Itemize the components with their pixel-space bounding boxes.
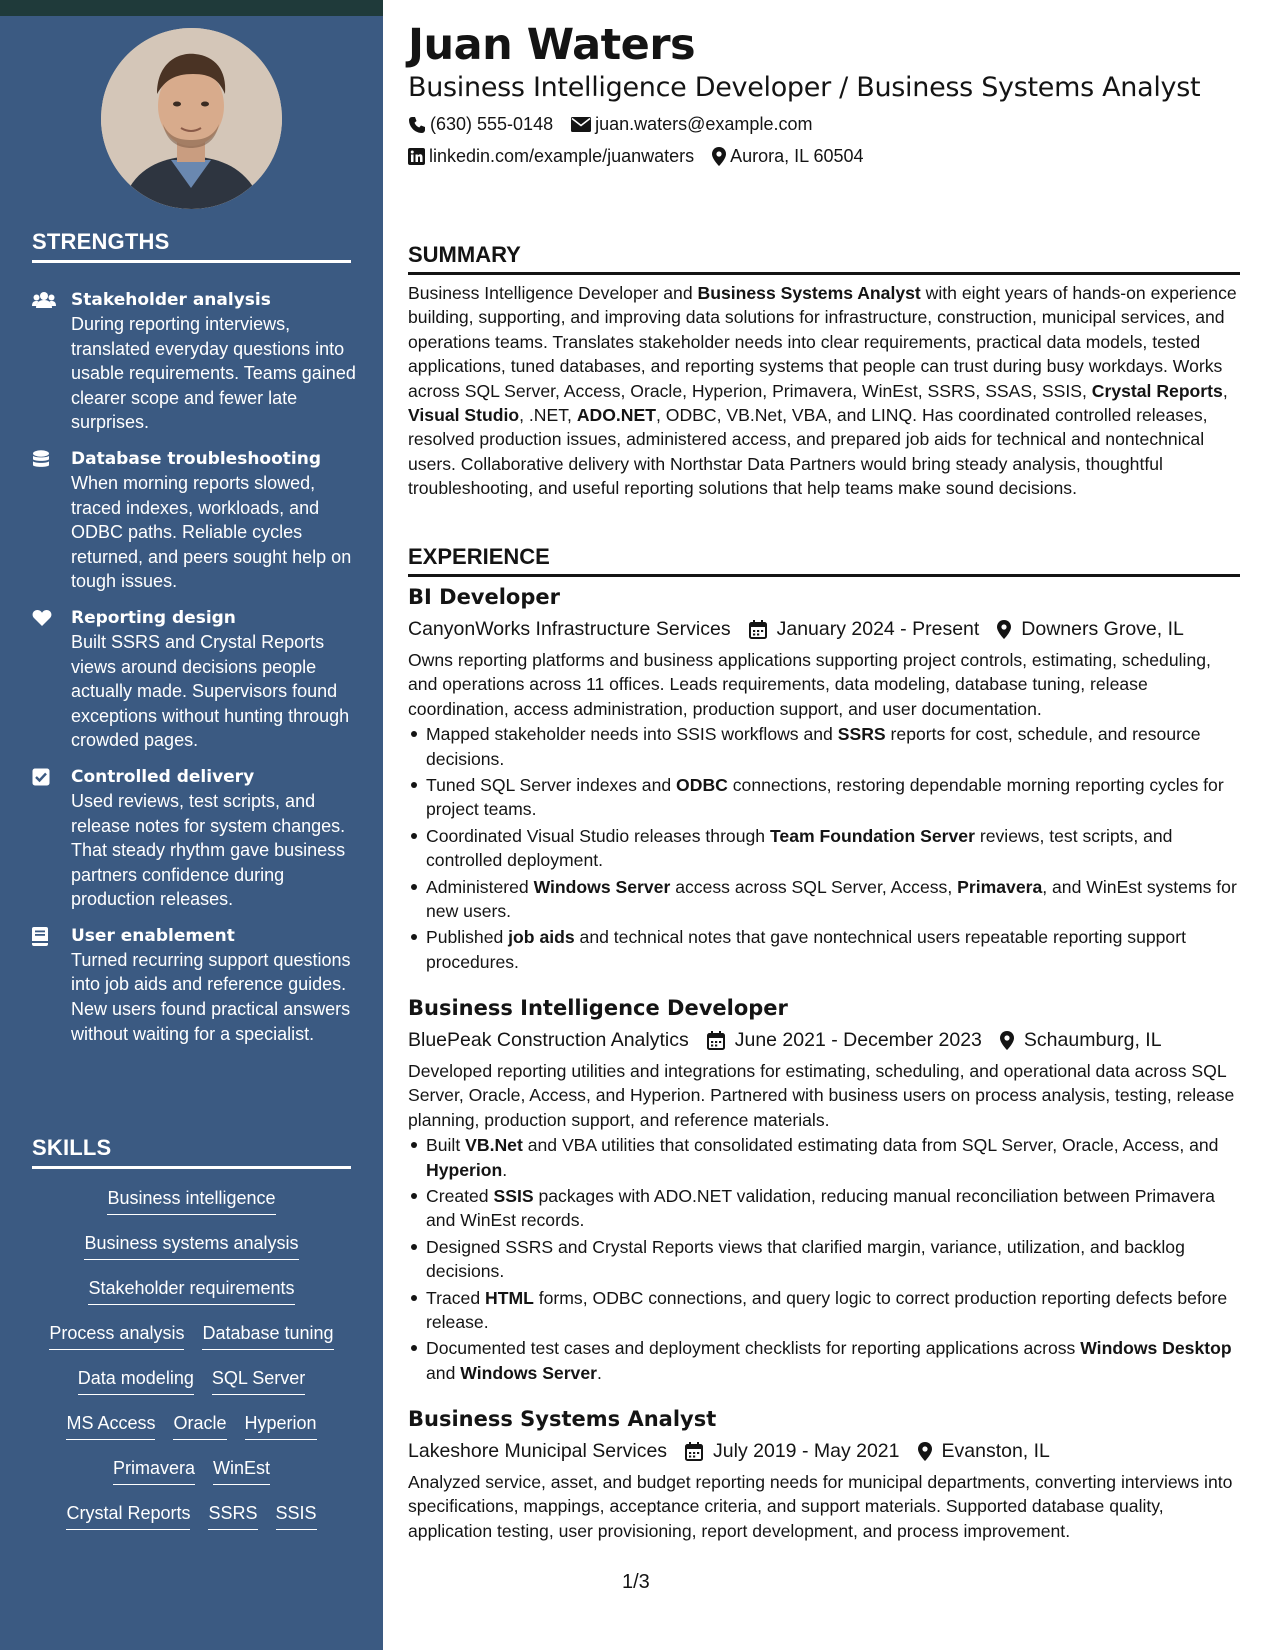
text-run: Published: [426, 927, 509, 948]
job-dates: [749, 614, 980, 644]
linkedin-contact[interactable]: [408, 146, 694, 167]
job-title: Business Systems Analyst: [408, 1407, 717, 1431]
job-meta: [408, 1025, 1240, 1055]
skills-cloud: [32, 1185, 351, 1545]
skill-tag: Oracle: [173, 1410, 226, 1440]
skill-tag: Data modeling: [78, 1365, 194, 1395]
emphasis-text: SSRS: [837, 724, 886, 745]
heart-icon: [32, 606, 71, 753]
job-meta: [408, 614, 1240, 644]
calendar-icon: [707, 1031, 725, 1050]
text-run: access across SQL Server, Access,: [670, 876, 958, 897]
page-number: 1/3: [622, 1571, 650, 1593]
job-bullets: [408, 1133, 1240, 1385]
text-run: .: [502, 1159, 508, 1180]
experience-heading: EXPERIENCE: [408, 544, 1240, 577]
contact-line-primary: [408, 114, 830, 135]
job-bullet: [408, 722, 1240, 771]
location-text: Aurora, IL 60504: [730, 146, 864, 166]
strength-title: Reporting design: [71, 607, 236, 628]
skill-tag: Database tuning: [202, 1320, 333, 1350]
skill-tag: WinEst: [213, 1455, 270, 1485]
candidate-role: Business Intelligence Developer / Business Systems Analyst: [408, 72, 1201, 103]
job-dates: [707, 1025, 982, 1055]
skill-row: [32, 1230, 351, 1275]
strength-description: When morning reports slowed, traced indexes, workloads, and ODBC paths. Reliable cycles returned, and peers sought help on tough issues.: [71, 472, 352, 592]
strength-item: [32, 606, 357, 753]
skill-row: [32, 1365, 351, 1410]
main-top-band: [383, 0, 1275, 16]
envelope-icon: [571, 117, 591, 132]
skill-tag: Business intelligence: [107, 1185, 275, 1215]
job-dates-text: July 2019 - May 2021: [713, 1440, 900, 1462]
sidebar-top-band: [0, 0, 383, 16]
job-bullet: [408, 925, 1240, 974]
text-run: reports for cost, schedule, and resource decisions.: [426, 724, 1201, 769]
strength-description: Used reviews, test scripts, and release notes for system changes. That steady rhythm gave business partners confidence during production releases.: [71, 790, 346, 910]
skill-tag: Stakeholder requirements: [88, 1275, 294, 1305]
text-run: forms, ODBC connections, and query logic to correct production reporting defects before release.: [426, 1287, 1228, 1333]
emphasis-text: ODBC: [676, 775, 728, 796]
emphasis-text: Primavera: [957, 876, 1043, 897]
map-pin-icon: [712, 147, 726, 166]
emphasis-text: Business Systems Analyst: [697, 283, 921, 303]
skill-tag: MS Access: [66, 1410, 155, 1440]
job-bullet: [408, 1286, 1240, 1335]
text-run: Built: [426, 1135, 466, 1156]
text-run: Business Intelligence Developer and: [408, 283, 698, 303]
emphasis-text: job aids: [508, 927, 575, 948]
text-run: Traced: [426, 1287, 485, 1308]
job-bullet: [408, 773, 1240, 822]
text-run: Designed SSRS and Crystal Reports views that clarified margin, variance, utilization, and backlog decisions.: [426, 1236, 1185, 1282]
job-entry: [408, 583, 1240, 976]
text-run: , .NET,: [519, 405, 577, 426]
candidate-name: Juan Waters: [408, 20, 696, 70]
map-pin-icon: [997, 620, 1011, 639]
skill-row: [32, 1320, 351, 1365]
strength-description: Built SSRS and Crystal Reports views around decisions people actually made. Supervisors found exceptions without hunting through crowded pages.: [71, 631, 350, 751]
job-bullets: [408, 722, 1240, 974]
linkedin-url: linkedin.com/example/juanwaters: [429, 146, 695, 166]
company-name: BluePeak Construction Analytics: [408, 1029, 689, 1051]
text-run: .: [596, 1362, 602, 1383]
calendar-icon: [685, 1442, 703, 1461]
location-contact: [712, 146, 863, 167]
company-name: CanyonWorks Infrastructure Services: [408, 618, 731, 640]
job-entry: [408, 1405, 1240, 1544]
skill-row: [32, 1185, 351, 1230]
text-run: Administered: [426, 876, 534, 897]
phone-number: (630) 555-0148: [430, 114, 554, 134]
job-bullet: [408, 1235, 1240, 1284]
strength-description: During reporting interviews, translated everyday questions into usable requirements. Teams gained clearer scope and fewer late surprises.: [71, 314, 356, 433]
job-entry: [408, 994, 1240, 1387]
skill-tag: Hyperion: [245, 1410, 317, 1440]
emphasis-text: Windows Server: [533, 876, 671, 897]
strength-item: [32, 447, 357, 594]
job-dates: [685, 1436, 899, 1466]
text-run: with eight years of hands-on experience building, supporting, and improving data solutions for infrastructure, construction, municipal services, and operations teams. Translates stakeholder needs into clear requirements, practical data models, tested applications, tuned databases, and reporting systems that people can trust during busy workdays. Works across SQL Server, Access, Oracle, Hyperion, Primavera, WinEst, SSRS, SSAS, SSIS,: [408, 283, 1237, 401]
book-icon: [32, 924, 71, 1046]
job-bullet: [408, 1336, 1240, 1385]
job-description: Owns reporting platforms and business applications supporting project controls, estimating, scheduling, and operations across 11 offices. Leads requirements, data modeling, database tuning, release coordination, access administration, production support, and user documentation.: [408, 650, 1211, 719]
text-run: Documented test cases and deployment checklists for reporting applications across: [426, 1338, 1081, 1359]
strengths-heading: STRENGTHS: [32, 229, 351, 263]
email-contact[interactable]: [571, 114, 812, 135]
emphasis-text: ADO.NET: [576, 405, 656, 426]
strength-title: Database troubleshooting: [71, 448, 322, 469]
skill-tag: SSRS: [208, 1500, 257, 1530]
job-title: BI Developer: [408, 585, 560, 609]
text-run: packages with ADO.NET validation, reducing manual reconciliation between Primavera and WinEst records.: [426, 1186, 1215, 1231]
job-description: Analyzed service, asset, and budget reporting needs for municipal departments, converting interviews into specifications, mappings, acceptance criteria, and support materials. Supported database quality, application testing, user provisioning, report development, and process improvement.: [408, 1472, 1233, 1541]
text-run: and: [426, 1362, 461, 1383]
users-icon: [32, 288, 71, 435]
summary-heading: SUMMARY: [408, 242, 1240, 275]
text-run: Coordinated Visual Studio releases through: [426, 825, 770, 846]
text-run: Tuned SQL Server indexes and: [426, 775, 677, 796]
job-location: [918, 1436, 1050, 1466]
checkbox-icon: [32, 765, 71, 912]
summary-paragraph: [408, 281, 1240, 501]
emphasis-text: Visual Studio: [408, 405, 520, 426]
strength-title: Controlled delivery: [71, 766, 255, 787]
text-run: Mapped stakeholder needs into SSIS workflows and: [426, 724, 838, 745]
skill-tag: Crystal Reports: [66, 1500, 190, 1530]
job-title: Business Intelligence Developer: [408, 996, 788, 1020]
strength-description: Turned recurring support questions into job aids and reference guides. New users found practical answers without waiting for a specialist.: [71, 949, 351, 1044]
text-run: , and WinEst systems for new users.: [426, 876, 1237, 922]
database-icon: [32, 447, 71, 594]
skill-tag: SQL Server: [212, 1365, 305, 1395]
emphasis-text: VB.Net: [465, 1135, 523, 1156]
job-bullet: [408, 1133, 1240, 1182]
emphasis-text: SSIS: [493, 1186, 534, 1207]
emphasis-text: Hyperion: [426, 1159, 503, 1180]
skill-row: [32, 1410, 351, 1455]
skills-heading: SKILLS: [32, 1135, 351, 1169]
job-location: [1000, 1025, 1162, 1055]
linkedin-icon: [408, 148, 425, 165]
job-dates-text: June 2021 - December 2023: [734, 1029, 982, 1051]
map-pin-icon: [1000, 1031, 1014, 1050]
job-bullet: [408, 824, 1240, 873]
skill-tag: SSIS: [276, 1500, 317, 1530]
text-run: connections, restoring dependable morning reporting cycles for project teams.: [426, 775, 1224, 820]
text-run: reviews, test scripts, and controlled deployment.: [426, 825, 1173, 871]
job-meta: [408, 1436, 1240, 1466]
skill-tag: Business systems analysis: [84, 1230, 298, 1260]
job-dates-text: January 2024 - Present: [776, 618, 980, 640]
job-location-text: Downers Grove, IL: [1021, 618, 1184, 640]
contact-line-secondary: [408, 146, 882, 167]
emphasis-text: Windows Server: [460, 1362, 597, 1383]
emphasis-text: Windows Desktop: [1080, 1338, 1232, 1359]
job-location-text: Schaumburg, IL: [1023, 1029, 1162, 1051]
profile-photo-illustration: [101, 28, 282, 209]
strengths-list: [32, 288, 357, 1058]
skill-tag: Process analysis: [49, 1320, 184, 1350]
emphasis-text: Team Foundation Server: [769, 825, 975, 846]
sidebar: [0, 0, 383, 1650]
profile-photo: [101, 28, 282, 209]
strength-title: User enablement: [71, 925, 235, 946]
text-run: and technical notes that gave nontechnical users repeatable reporting support procedures.: [426, 927, 1186, 972]
calendar-icon: [749, 620, 767, 639]
text-run: ,: [1222, 380, 1228, 401]
phone-contact[interactable]: [408, 114, 553, 135]
company-name: Lakeshore Municipal Services: [408, 1440, 668, 1462]
skill-row: [32, 1500, 351, 1545]
text-run: and VBA utilities that consolidated estimating data from SQL Server, Oracle, Access, and: [522, 1135, 1219, 1156]
strength-item: [32, 765, 357, 912]
job-description: Developed reporting utilities and integrations for estimating, scheduling, and operational data across SQL Server, Oracle, Access, and Hyperion. Partnered with business users on process analysis, testing, release planning, production support, and reference materials.: [408, 1061, 1235, 1130]
emphasis-text: HTML: [485, 1287, 534, 1308]
strength-item: [32, 288, 357, 435]
map-pin-icon: [918, 1442, 932, 1461]
skill-tag: Primavera: [113, 1455, 195, 1485]
job-bullet: [408, 875, 1240, 924]
strength-title: Stakeholder analysis: [71, 290, 271, 310]
phone-icon: [408, 116, 426, 134]
job-bullet: [408, 1184, 1240, 1233]
job-location: [997, 614, 1184, 644]
skill-row: [32, 1455, 351, 1500]
email-address: juan.waters@example.com: [595, 114, 813, 134]
strength-item: [32, 924, 357, 1046]
emphasis-text: Crystal Reports: [1091, 380, 1223, 401]
text-run: Created: [426, 1186, 494, 1207]
text-run: , ODBC, VB.Net, VBA, and LINQ. Has coordinated controlled releases, resolved production issues, administered access, and prepared job aids for technical and nontechnical users. Collaborative delivery with Northstar Data Partners would bring steady analysis, thoughtful troubleshooting, and useful reporting solutions that help teams make sound decisions.: [408, 405, 1208, 499]
job-location-text: Evanston, IL: [941, 1440, 1050, 1462]
skill-row: [32, 1275, 351, 1320]
